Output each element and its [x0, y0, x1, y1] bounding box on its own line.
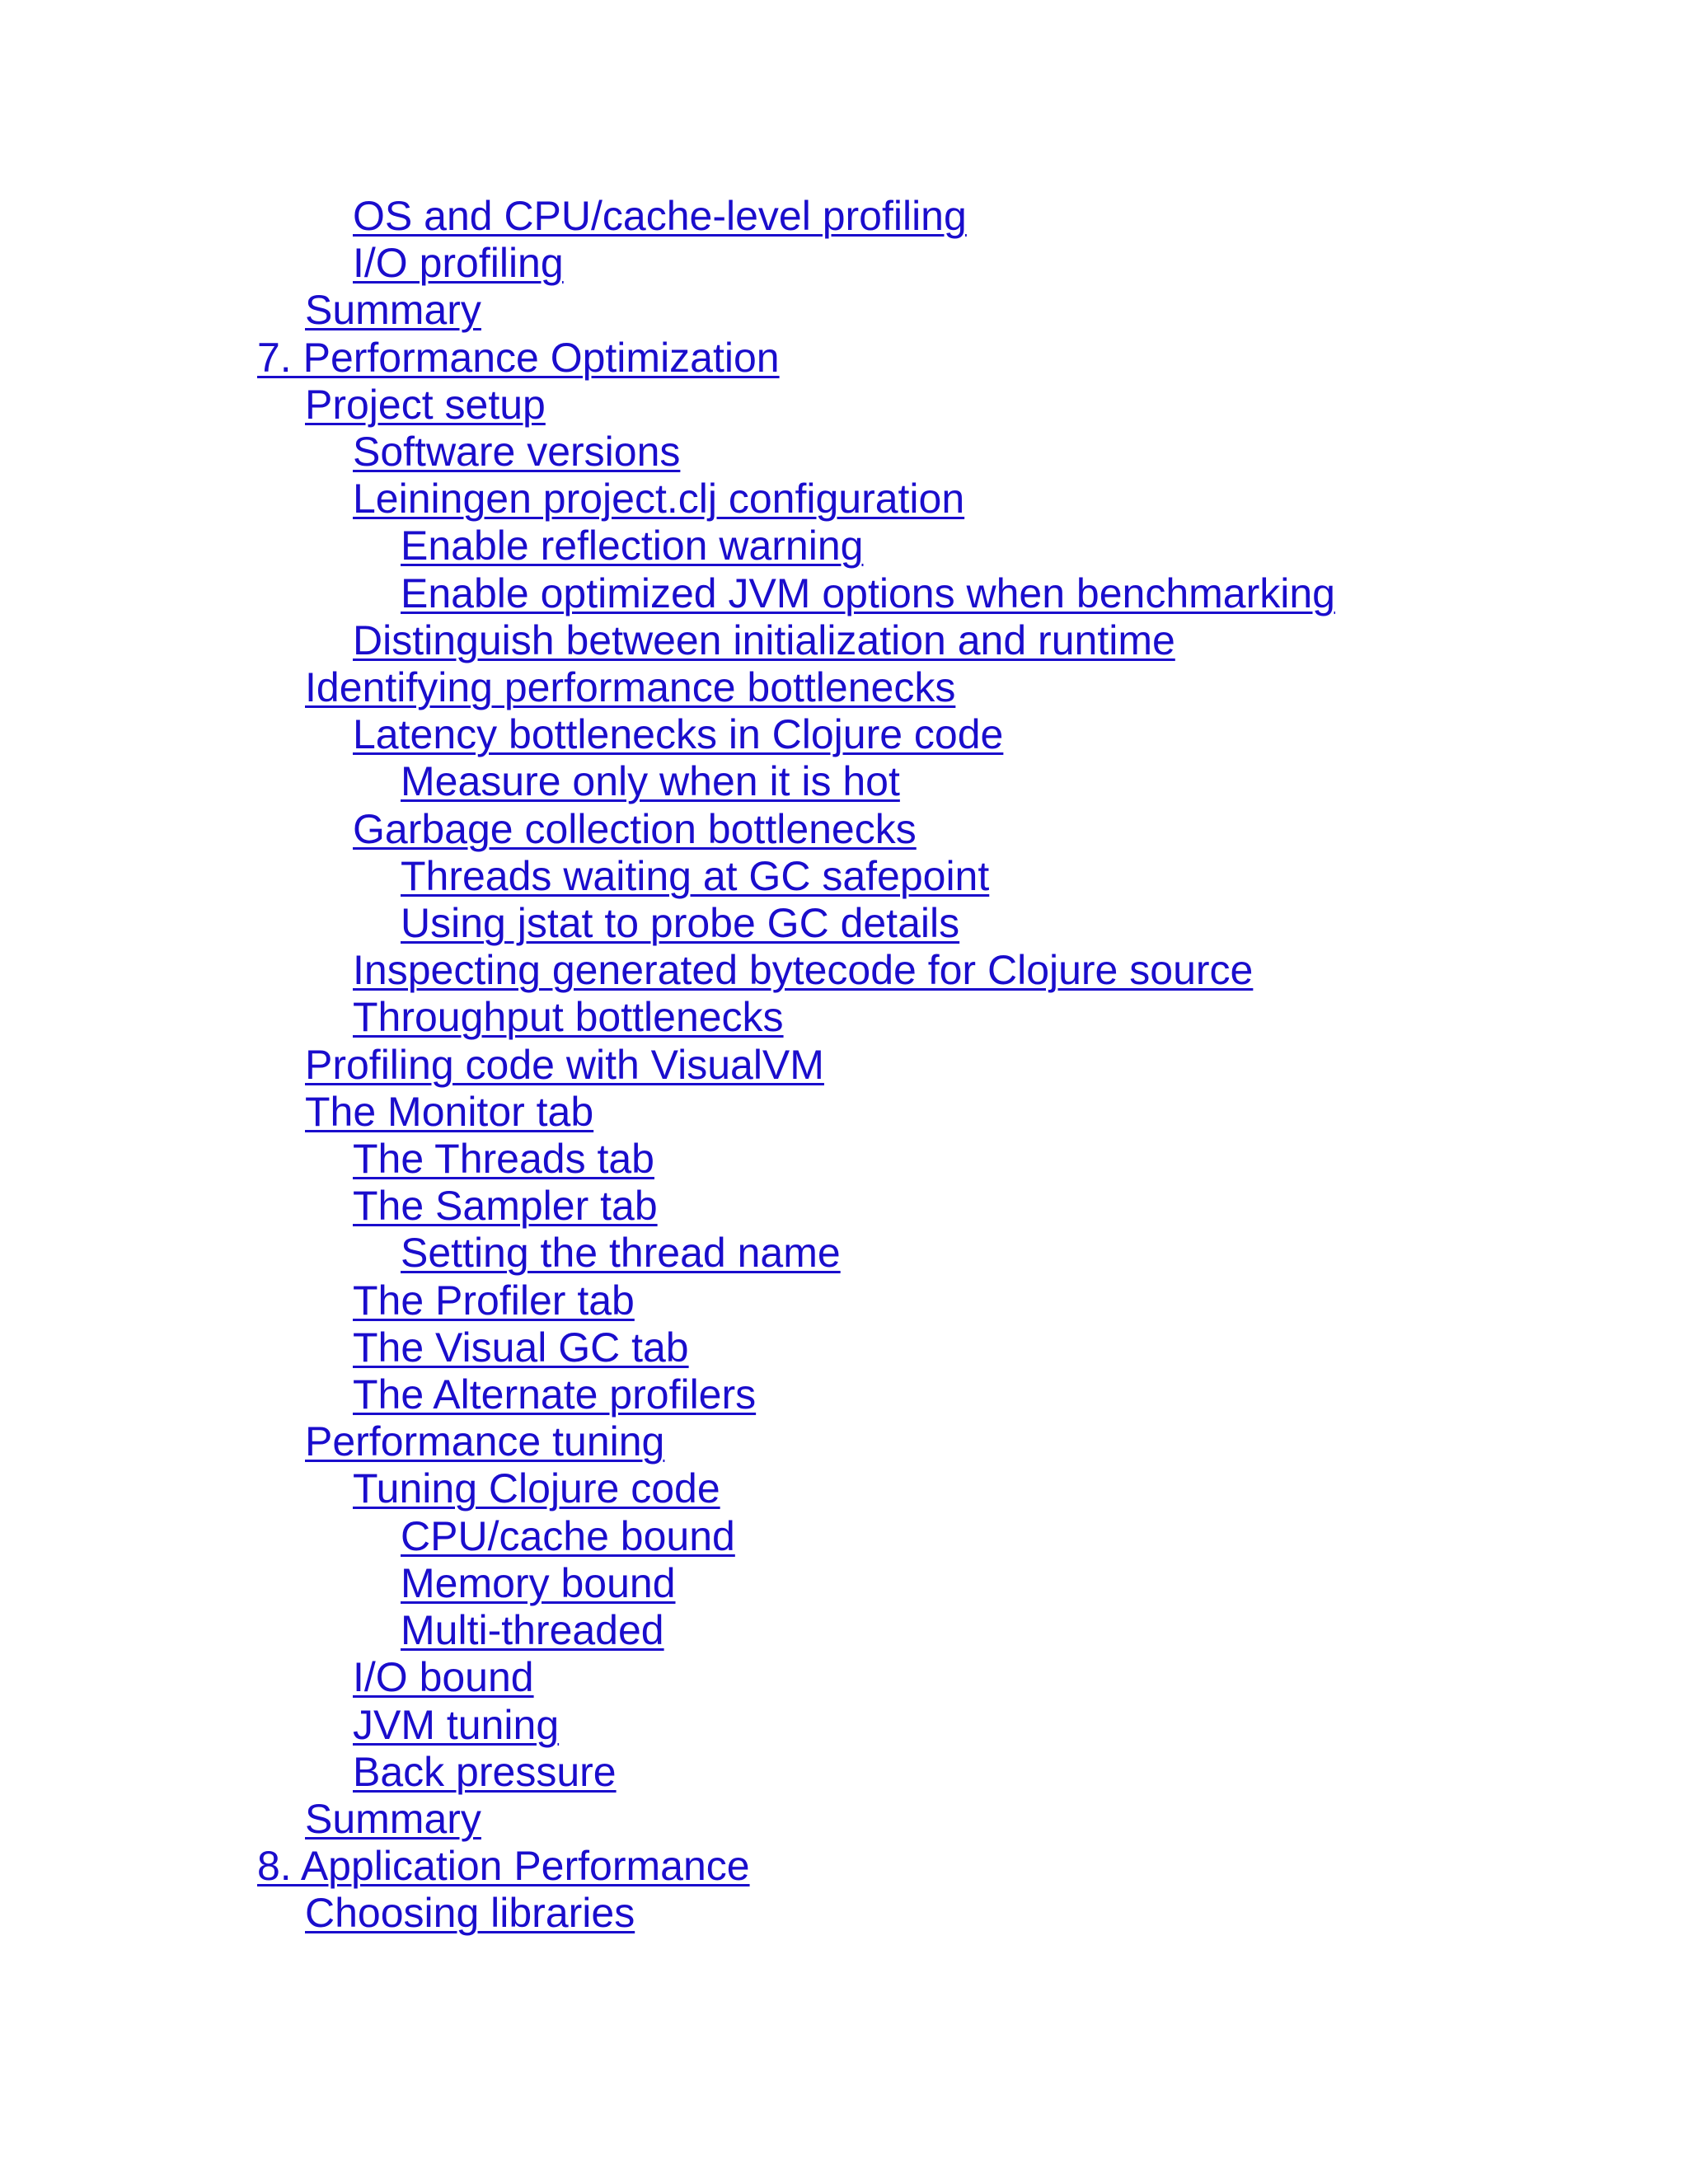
toc-chapter-link[interactable]: 8. Application Performance — [257, 1843, 750, 1890]
toc-link[interactable]: Distinguish between initialization and runtime — [353, 616, 1175, 663]
toc-link[interactable]: The Alternate profilers — [353, 1371, 757, 1418]
toc-link[interactable]: Performance tuning — [305, 1418, 665, 1465]
toc-entry — [257, 617, 1335, 664]
toc-link[interactable]: Enable reflection warning — [401, 523, 864, 569]
toc-entry — [257, 853, 1335, 900]
toc-entry — [257, 1183, 1335, 1230]
toc-link[interactable]: Software versions — [353, 429, 681, 476]
toc-entry — [257, 429, 1335, 476]
toc-link[interactable]: Choosing libraries — [305, 1890, 635, 1937]
toc-link[interactable]: Measure only when it is hot — [401, 758, 900, 805]
toc-link[interactable]: Using jstat to probe GC details — [401, 900, 960, 947]
toc-link[interactable]: I/O bound — [353, 1654, 534, 1701]
toc-link[interactable]: CPU/cache bound — [401, 1512, 735, 1559]
toc-entry — [257, 1654, 1335, 1701]
toc-link[interactable]: Identifying performance bottlenecks — [305, 664, 956, 711]
toc-entry — [257, 1702, 1335, 1749]
toc-link[interactable]: Inspecting generated bytecode for Clojure source — [353, 947, 1254, 994]
toc-link[interactable]: The Threads tab — [353, 1136, 654, 1183]
toc-link[interactable]: Throughput bottlenecks — [353, 994, 784, 1041]
toc-link[interactable]: Memory bound — [401, 1559, 676, 1606]
toc-entry — [257, 1513, 1335, 1560]
toc-link[interactable]: Project setup — [305, 381, 546, 428]
toc-entry — [257, 476, 1335, 523]
toc-entry — [257, 1136, 1335, 1183]
toc-link[interactable]: Tuning Clojure code — [353, 1465, 720, 1512]
toc-link[interactable]: Threads waiting at GC safepoint — [401, 852, 990, 899]
toc-entry — [257, 1089, 1335, 1136]
toc-entry — [257, 1418, 1335, 1465]
toc-entry — [257, 287, 1335, 334]
toc-link[interactable]: Summary — [305, 1795, 481, 1842]
toc-entry — [257, 1607, 1335, 1654]
toc-link[interactable]: OS and CPU/cache-level profiling — [353, 193, 967, 239]
table-of-contents — [257, 193, 1335, 1938]
toc-link[interactable]: Setting the thread name — [401, 1230, 841, 1277]
toc-entry — [257, 523, 1335, 569]
toc-link[interactable]: Garbage collection bottlenecks — [353, 805, 917, 852]
toc-entry — [257, 994, 1335, 1041]
toc-entry — [257, 1230, 1335, 1277]
toc-link[interactable]: Summary — [305, 287, 481, 334]
toc-entry — [257, 1277, 1335, 1324]
toc-entry — [257, 1796, 1335, 1843]
toc-entry — [257, 1371, 1335, 1418]
toc-entry — [257, 1042, 1335, 1089]
toc-entry — [257, 900, 1335, 947]
toc-link[interactable]: The Visual GC tab — [353, 1324, 689, 1371]
toc-link[interactable]: The Profiler tab — [353, 1277, 635, 1324]
toc-chapter-entry — [257, 1843, 1335, 1890]
toc-entry — [257, 947, 1335, 994]
toc-entry — [257, 711, 1335, 758]
toc-link[interactable]: The Monitor tab — [305, 1088, 594, 1135]
toc-entry — [257, 570, 1335, 617]
toc-entry — [257, 1324, 1335, 1371]
toc-entry — [257, 1890, 1335, 1937]
toc-chapter-link[interactable]: 7. Performance Optimization — [257, 334, 780, 381]
toc-entry — [257, 758, 1335, 805]
toc-link[interactable]: Latency bottlenecks in Clojure code — [353, 711, 1004, 758]
toc-link[interactable]: Back pressure — [353, 1748, 617, 1795]
toc-link[interactable]: Profiling code with VisualVM — [305, 1041, 824, 1088]
toc-link[interactable]: Multi-threaded — [401, 1607, 664, 1654]
toc-link[interactable]: The Sampler tab — [353, 1183, 658, 1230]
toc-entry — [257, 1749, 1335, 1796]
toc-entry — [257, 806, 1335, 853]
toc-link[interactable]: Leiningen project.clj configuration — [353, 476, 965, 523]
toc-entry — [257, 664, 1335, 711]
toc-entry — [257, 1560, 1335, 1607]
toc-chapter-entry — [257, 335, 1335, 382]
toc-entry — [257, 240, 1335, 287]
toc-entry — [257, 382, 1335, 429]
toc-link[interactable]: Enable optimized JVM options when benchmarking — [401, 569, 1335, 616]
toc-link[interactable]: JVM tuning — [353, 1701, 560, 1748]
toc-link[interactable]: I/O profiling — [353, 240, 564, 287]
toc-entry — [257, 1465, 1335, 1512]
toc-entry — [257, 193, 1335, 240]
